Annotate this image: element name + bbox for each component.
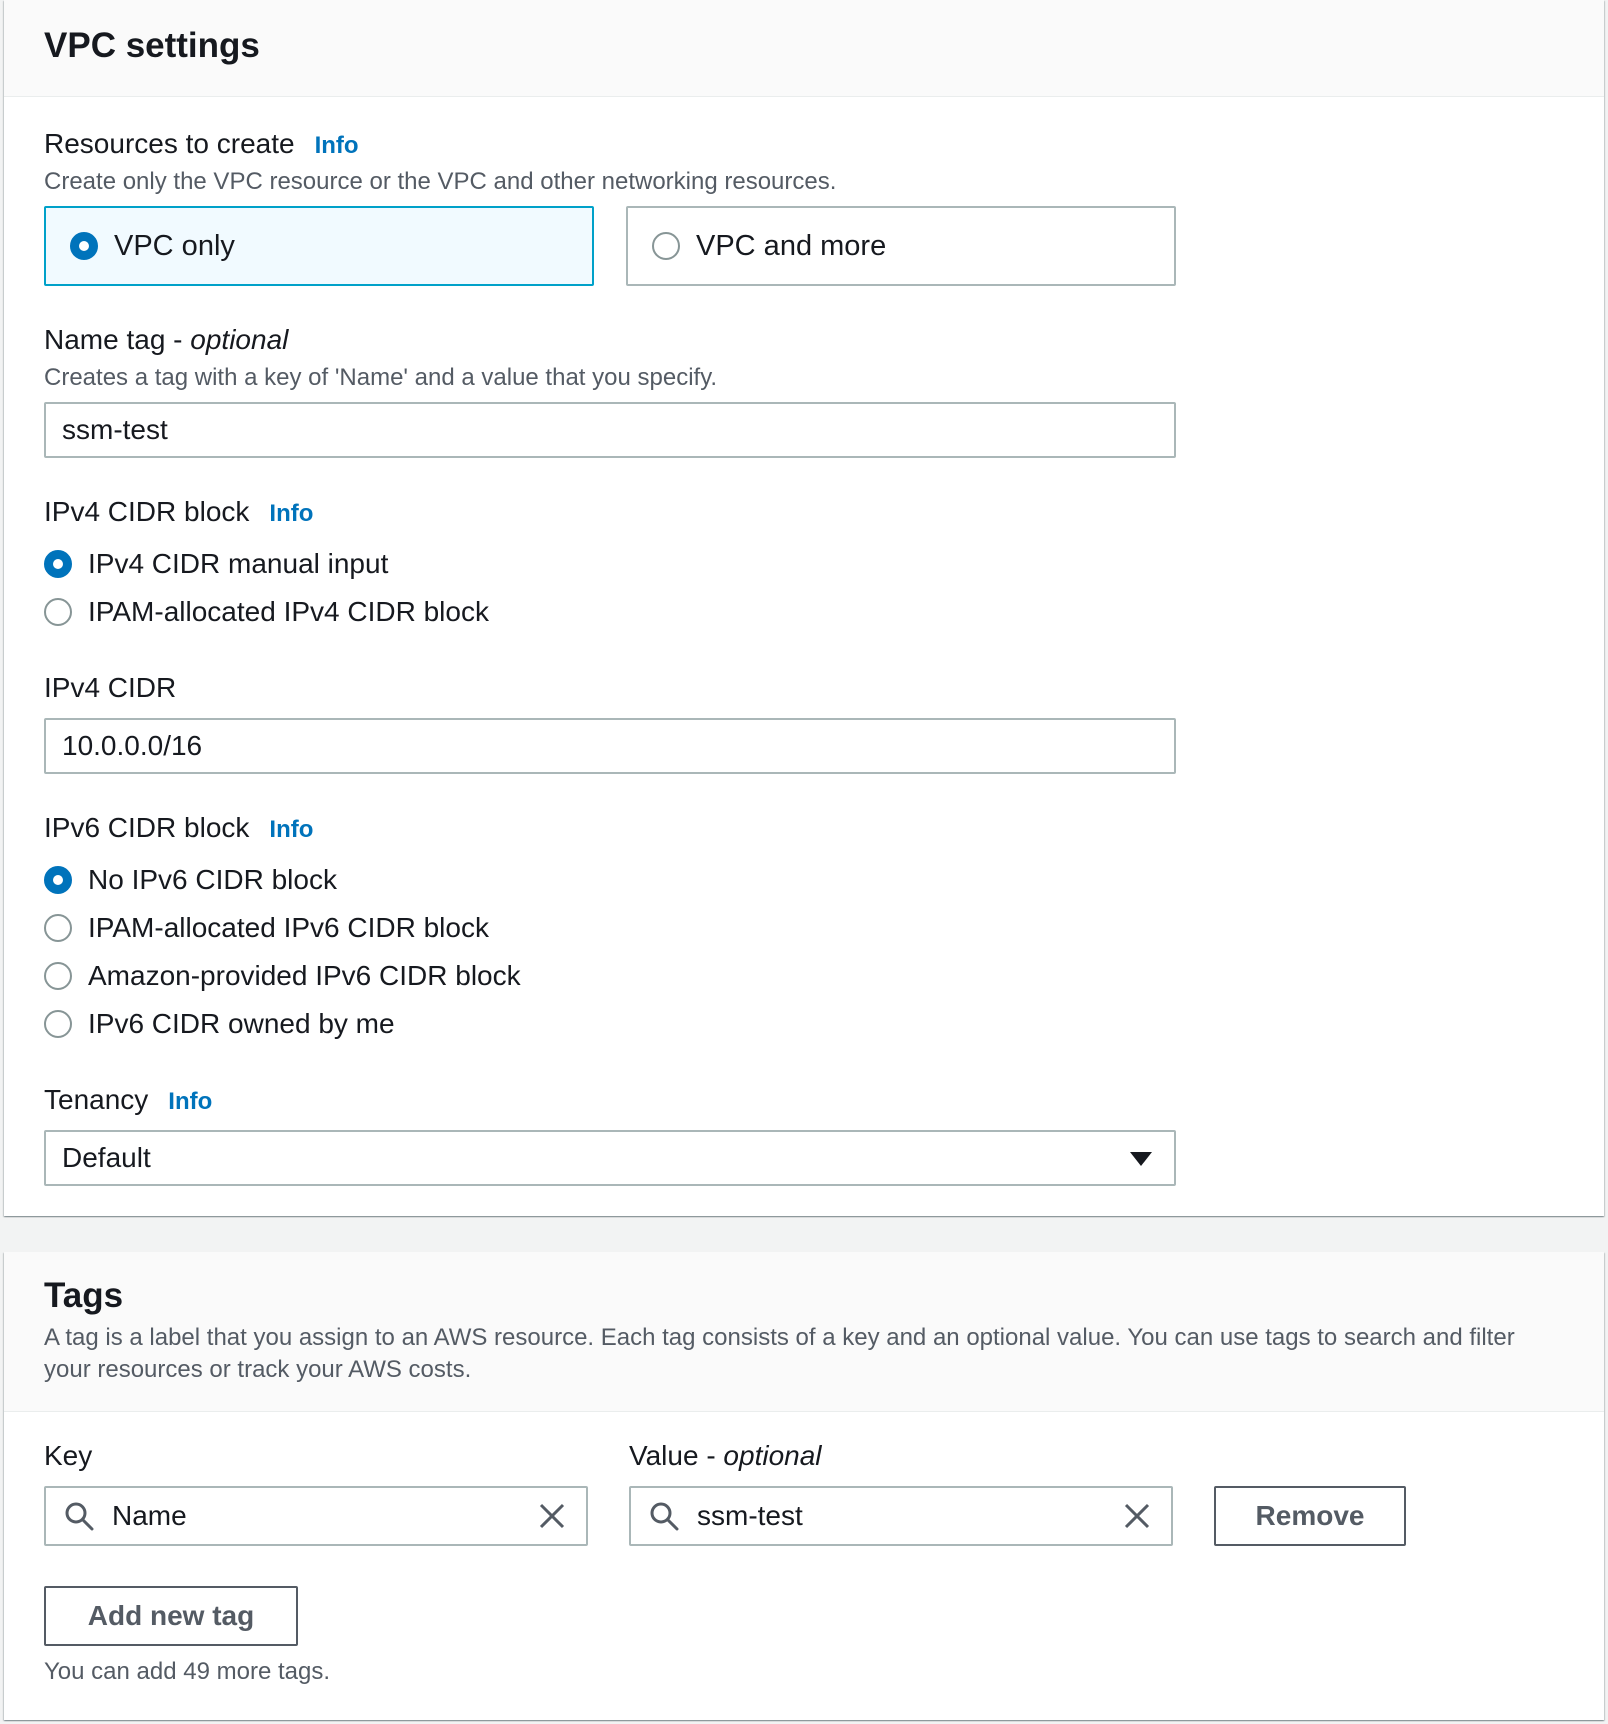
radio-ipv6-owned-label: IPv6 CIDR owned by me [88, 1008, 395, 1039]
name-tag-label-text: Name tag - [44, 324, 191, 355]
name-tag-description: Creates a tag with a key of 'Name' and a value that you specify. [44, 364, 718, 391]
ipv4-block-label-row [44, 496, 313, 528]
radio-ipv4-manual[interactable] [44, 546, 388, 582]
close-icon[interactable] [1123, 1502, 1151, 1530]
ipv6-info-link[interactable]: Info [269, 816, 314, 843]
search-icon [649, 1501, 679, 1531]
tags-description-line1: A tag is a label that you assign to an AWS resource. Each tag consists of a key and an optional value. You can use tags to search and filter [44, 1324, 1515, 1351]
radio-unchecked-icon [44, 914, 72, 942]
radio-checked-icon [44, 866, 72, 894]
vpc-settings-header [4, 0, 1604, 97]
name-tag-input-value: ssm-test [62, 414, 168, 445]
tenancy-info-link[interactable]: Info [168, 1088, 213, 1115]
radio-no-ipv6-label: No IPv6 CIDR block [88, 864, 337, 895]
remove-tag-button[interactable]: Remove [1214, 1486, 1406, 1546]
page-title: VPC settings [44, 26, 260, 65]
ipv4-cidr-label: IPv4 CIDR [44, 672, 177, 703]
tenancy-label: Tenancy [44, 1084, 149, 1115]
radio-no-ipv6[interactable] [44, 862, 337, 898]
ipv6-block-label-row [44, 812, 313, 844]
radio-ipv6-ipam-label: IPAM-allocated IPv6 CIDR block [88, 912, 489, 943]
add-new-tag-button[interactable]: Add new tag [44, 1586, 298, 1646]
tile-vpc-only[interactable] [44, 206, 594, 286]
radio-unchecked-icon [44, 1010, 72, 1038]
ipv6-block-label: IPv6 CIDR block [44, 812, 250, 843]
ipv4-cidr-input[interactable] [44, 718, 1176, 774]
radio-ipv6-owned[interactable] [44, 1006, 395, 1042]
ipv4-block-label: IPv4 CIDR block [44, 496, 250, 527]
radio-ipv4-ipam[interactable] [44, 594, 489, 630]
radio-unchecked-icon [44, 598, 72, 626]
tag-value-optional: optional [723, 1440, 822, 1471]
tags-title: Tags [44, 1276, 124, 1315]
radio-ipv4-manual-label: IPv4 CIDR manual input [88, 548, 389, 579]
radio-unchecked-icon [652, 232, 680, 260]
radio-unchecked-icon [44, 962, 72, 990]
tag-key-label: Key [44, 1440, 93, 1471]
radio-ipv6-amazon[interactable] [44, 958, 521, 994]
resources-description: Create only the VPC resource or the VPC and other networking resources. [44, 168, 837, 195]
radio-ipv4-ipam-label: IPAM-allocated IPv4 CIDR block [88, 596, 489, 627]
tenancy-label-row [44, 1084, 212, 1116]
tag-value-label-text: Value - [629, 1440, 724, 1471]
tag-value-label [629, 1440, 822, 1472]
tenancy-select[interactable] [44, 1130, 1176, 1186]
caret-down-icon [1130, 1152, 1152, 1166]
tag-key-input[interactable] [44, 1486, 588, 1546]
ipv4-info-link[interactable]: Info [269, 500, 314, 527]
search-icon [64, 1501, 94, 1531]
tags-remaining-hint: You can add 49 more tags. [44, 1658, 330, 1685]
resources-label: Resources to create [44, 128, 295, 159]
tile-vpc-and-more[interactable] [626, 206, 1176, 286]
name-tag-input[interactable] [44, 402, 1176, 458]
resources-info-link[interactable]: Info [314, 132, 359, 159]
tag-value-input[interactable] [629, 1486, 1173, 1546]
close-icon[interactable] [538, 1502, 566, 1530]
tile-vpc-only-label: VPC only [114, 229, 235, 262]
radio-checked-icon [44, 550, 72, 578]
tags-header [4, 1252, 1604, 1412]
radio-ipv6-ipam[interactable] [44, 910, 489, 946]
tag-value-input-value: ssm-test [697, 1500, 803, 1531]
ipv4-cidr-input-value: 10.0.0.0/16 [62, 730, 203, 761]
name-tag-label [44, 324, 288, 356]
tag-key-input-value: Name [112, 1500, 187, 1531]
tile-vpc-and-more-label: VPC and more [696, 229, 887, 262]
resources-label-row [44, 128, 359, 160]
tenancy-select-value: Default [62, 1142, 151, 1173]
vpc-settings-panel [4, 0, 1604, 1216]
tags-description-line2: your resources or track your AWS costs. [44, 1356, 472, 1383]
radio-checked-icon [70, 232, 98, 260]
name-tag-optional: optional [190, 324, 289, 355]
radio-ipv6-amazon-label: Amazon-provided IPv6 CIDR block [88, 960, 521, 991]
